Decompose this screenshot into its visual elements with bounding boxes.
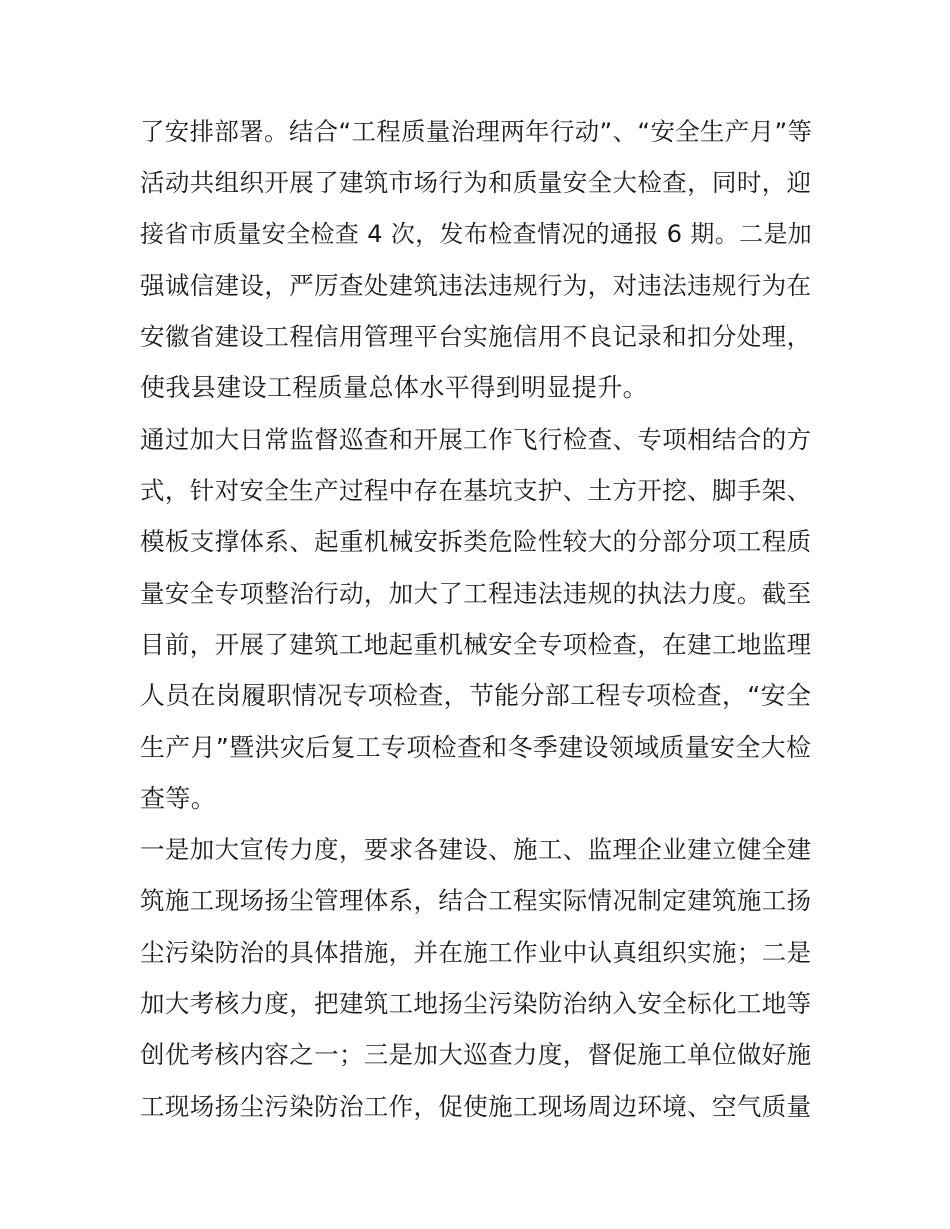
text-line: 使我县建设工程质量总体水平得到明显提升。 bbox=[140, 373, 649, 403]
paragraph-3 bbox=[140, 824, 812, 1132]
text-line: 活动共组织开展了建筑市场行为和质量安全大检查，同时，迎 bbox=[140, 168, 812, 198]
text-line: 接省市质量安全检查 4 次，发布检查情况的通报 6 期。二是加 bbox=[140, 219, 813, 248]
text-line: 一是加大宣传力度，要求各建设、施工、监理企业建立健全建 bbox=[140, 835, 812, 865]
text-line: 创优考核内容之一；三是加大巡查力度，督促施工单位做好施 bbox=[140, 1040, 812, 1070]
text-line: 尘污染防治的具体措施，并在施工作业中认真组织实施；二是 bbox=[140, 937, 812, 967]
text-line: 模板支撑体系、起重机械安拆类危险性较大的分部分项工程质 bbox=[140, 527, 812, 557]
text-line: 工现场扬尘污染防治工作，促使施工现场周边环境、空气质量 bbox=[140, 1091, 812, 1121]
text-line: 目前，开展了建筑工地起重机械安全专项检查，在建工地监理 bbox=[140, 629, 812, 659]
text-line: 人员在岗履职情况专项检查，节能分部工程专项检查，“安全 bbox=[140, 681, 812, 711]
document-body bbox=[140, 106, 812, 1132]
text-line: 通过加大日常监督巡查和开展工作飞行检查、专项相结合的方 bbox=[140, 424, 812, 454]
text-line: 加大考核力度，把建筑工地扬尘污染防治纳入安全标化工地等 bbox=[140, 989, 812, 1019]
text-line: 安徽省建设工程信用管理平台实施信用不良记录和扣分处理， bbox=[140, 322, 812, 352]
paragraph-1 bbox=[140, 106, 812, 414]
text-line: 筑施工现场扬尘管理体系，结合工程实际情况制定建筑施工扬 bbox=[140, 886, 812, 916]
text-line: 量安全专项整治行动，加大了工程违法违规的执法力度。截至 bbox=[140, 578, 812, 608]
text-line: 了安排部署。结合“工程质量治理两年行动”、“安全生产月”等 bbox=[140, 117, 813, 146]
text-line: 生产月”暨洪灾后复工专项检查和冬季建设领域质量安全大检 bbox=[140, 732, 812, 762]
text-line: 强诚信建设，严厉查处建筑违法违规行为，对违法违规行为在 bbox=[140, 270, 812, 300]
paragraph-2 bbox=[140, 414, 812, 824]
text-line: 查等。 bbox=[140, 783, 217, 813]
text-line: 式，针对安全生产过程中存在基坑支护、土方开挖、脚手架、 bbox=[140, 476, 812, 506]
